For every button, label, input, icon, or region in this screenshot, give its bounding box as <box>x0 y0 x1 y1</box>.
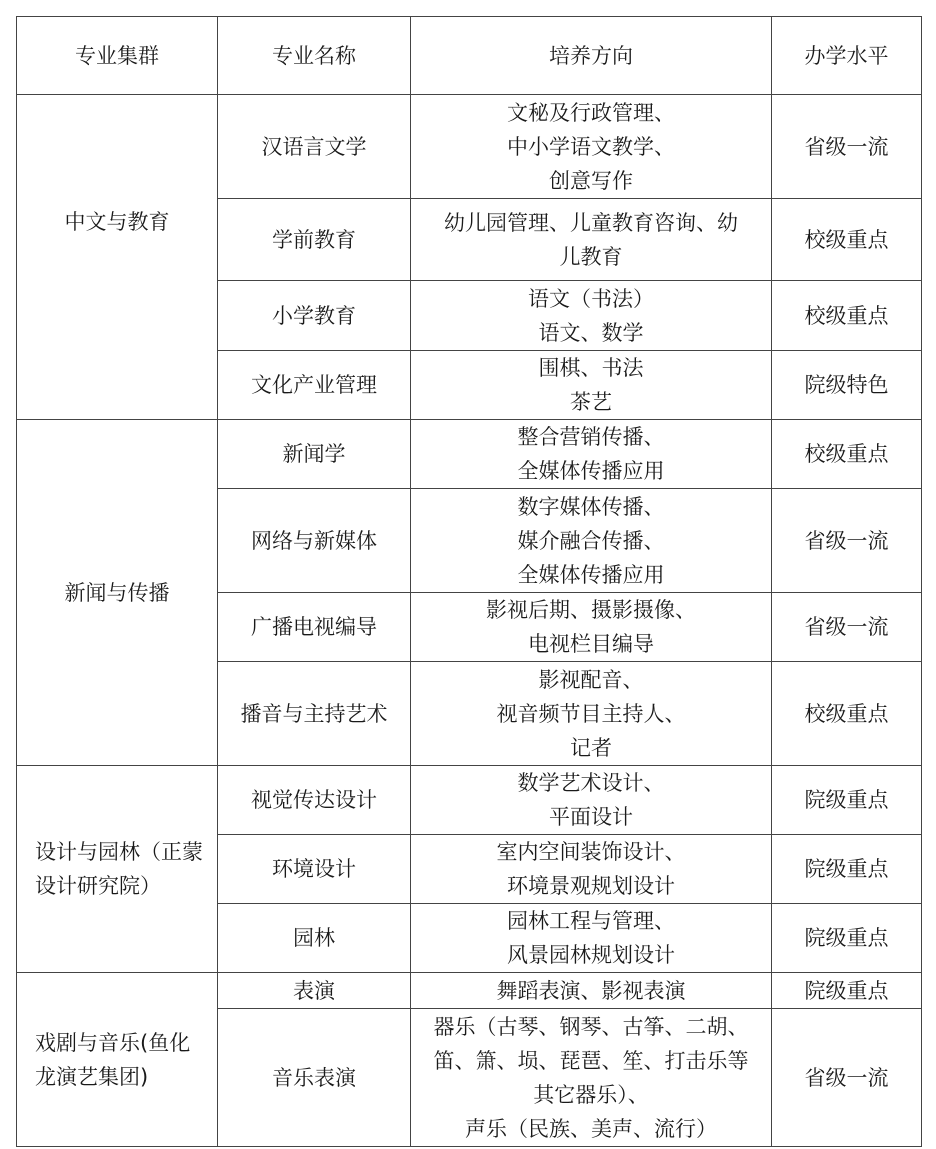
direction-line: 影视配音、 <box>538 667 644 692</box>
direction-line: 环境景观规划设计 <box>507 874 675 898</box>
direction-line: 文秘及行政管理、 <box>507 100 675 125</box>
level-cell: 院级重点 <box>772 835 922 904</box>
direction-line: 全媒体传播应用 <box>517 562 665 587</box>
cluster-cell <box>17 973 218 1147</box>
direction-line: 园林工程与管理、 <box>507 909 675 933</box>
direction-cell <box>411 593 772 662</box>
direction-line: 视音频节目主持人、 <box>496 701 686 726</box>
header-level: 办学水平 <box>772 17 922 95</box>
level-cell: 省级一流 <box>772 95 922 199</box>
cluster-label: 戏剧与音乐(鱼化龙演艺集团) <box>35 1030 191 1089</box>
direction-line: 幼儿园管理、儿童教育咨询、幼 <box>444 210 738 235</box>
direction-line: 电视栏目编导 <box>528 632 654 656</box>
major-cell: 广播电视编导 <box>218 593 411 662</box>
major-cell: 音乐表演 <box>218 1009 411 1147</box>
direction-line: 数学艺术设计、 <box>517 771 665 795</box>
direction-line: 影视后期、摄影摄像、 <box>486 598 696 622</box>
direction-cell <box>411 281 772 351</box>
direction-line: 围棋、书法 <box>538 356 644 380</box>
direction-cell <box>411 1009 772 1147</box>
direction-line: 平面设计 <box>549 805 633 829</box>
level-cell: 院级重点 <box>772 904 922 973</box>
header-direction: 培养方向 <box>411 17 772 95</box>
level-cell: 省级一流 <box>772 1009 922 1147</box>
major-cell: 表演 <box>218 973 411 1009</box>
header-cluster: 专业集群 <box>17 17 218 95</box>
table-row <box>17 420 922 489</box>
level-cell: 校级重点 <box>772 199 922 281</box>
direction-cell <box>411 420 772 489</box>
level-cell: 校级重点 <box>772 662 922 766</box>
direction-line: 舞蹈表演、影视表演 <box>496 978 686 1003</box>
level-cell: 省级一流 <box>772 489 922 593</box>
header-row <box>17 17 922 95</box>
header-major: 专业名称 <box>218 17 411 95</box>
direction-line: 中小学语文教学、 <box>507 134 675 159</box>
direction-line: 全媒体传播应用 <box>517 459 665 483</box>
cluster-label: 设计与园林（正蒙设计研究院） <box>35 840 203 898</box>
major-cell: 园林 <box>218 904 411 973</box>
direction-line: 儿教育 <box>559 244 623 269</box>
cluster-cell: 新闻与传播 <box>17 420 218 766</box>
direction-cell <box>411 904 772 973</box>
direction-cell <box>411 95 772 199</box>
major-cell: 视觉传达设计 <box>218 766 411 835</box>
direction-line: 整合营销传播、 <box>517 425 665 449</box>
direction-cell <box>411 351 772 420</box>
cluster-cell <box>17 766 218 973</box>
majors-table <box>16 16 922 1147</box>
table-row <box>17 95 922 199</box>
direction-line: 器乐（古琴、钢琴、古筝、二胡、笛、箫、埙、琵琶、笙、打击乐等其它器乐）、 <box>433 1014 749 1107</box>
level-cell: 校级重点 <box>772 420 922 489</box>
major-cell: 小学教育 <box>218 281 411 351</box>
direction-line: 茶艺 <box>570 390 612 414</box>
direction-line: 声乐（民族、美声、流行） <box>465 1116 717 1141</box>
direction-cell <box>411 662 772 766</box>
level-cell: 省级一流 <box>772 593 922 662</box>
direction-cell <box>411 766 772 835</box>
major-cell: 新闻学 <box>218 420 411 489</box>
direction-cell <box>411 835 772 904</box>
level-cell: 院级重点 <box>772 766 922 835</box>
cluster-cell: 中文与教育 <box>17 95 218 420</box>
direction-line: 风景园林规划设计 <box>507 943 675 967</box>
major-cell: 学前教育 <box>218 199 411 281</box>
table-row <box>17 766 922 835</box>
direction-line: 记者 <box>570 735 612 760</box>
major-cell: 播音与主持艺术 <box>218 662 411 766</box>
direction-line: 语文、数学 <box>538 320 644 345</box>
level-cell: 校级重点 <box>772 281 922 351</box>
direction-cell <box>411 973 772 1009</box>
major-cell: 汉语言文学 <box>218 95 411 199</box>
major-cell: 网络与新媒体 <box>218 489 411 593</box>
level-cell: 院级重点 <box>772 973 922 1009</box>
level-cell: 院级特色 <box>772 351 922 420</box>
major-cell: 文化产业管理 <box>218 351 411 420</box>
direction-cell <box>411 199 772 281</box>
direction-line: 数字媒体传播、 <box>517 494 665 519</box>
direction-cell <box>411 489 772 593</box>
table-row <box>17 973 922 1009</box>
direction-line: 媒介融合传播、 <box>517 528 665 553</box>
direction-line: 室内空间装饰设计、 <box>496 840 686 864</box>
direction-line: 语文（书法） <box>528 286 654 311</box>
major-cell: 环境设计 <box>218 835 411 904</box>
direction-line: 创意写作 <box>549 168 633 193</box>
